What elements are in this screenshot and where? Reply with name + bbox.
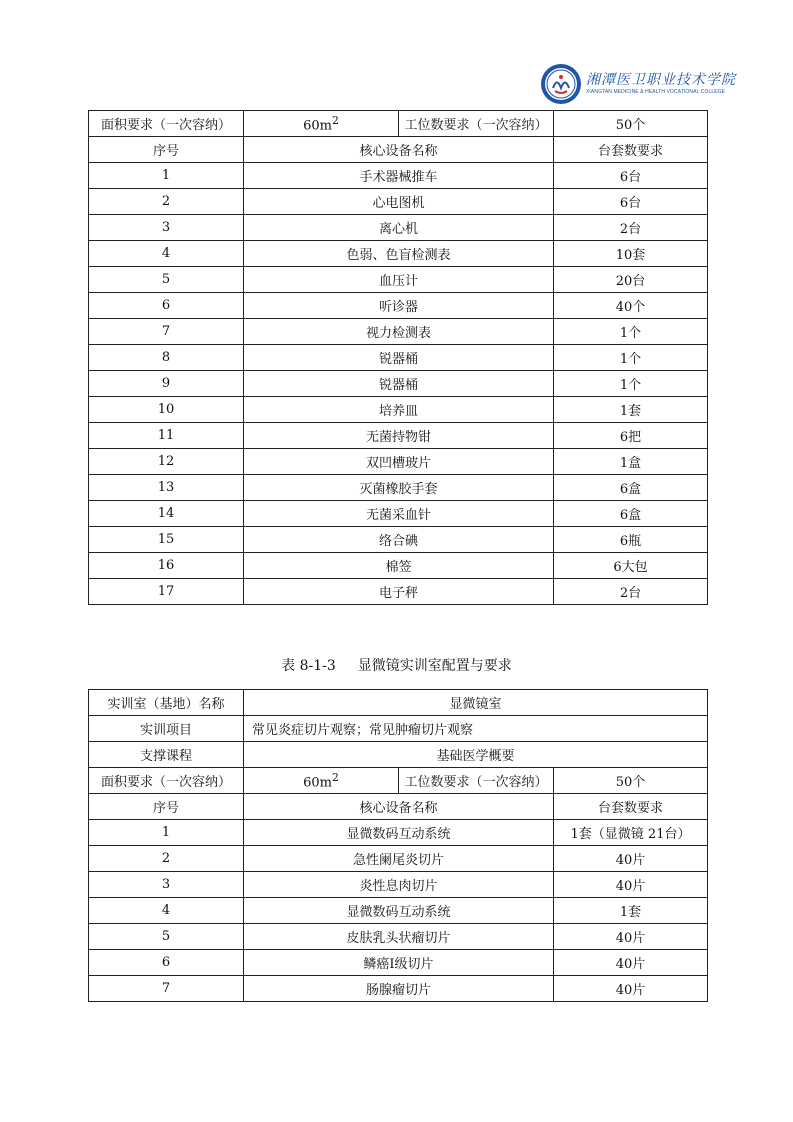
row-number: 16 — [89, 553, 244, 579]
course-row — [89, 742, 708, 768]
row-number: 14 — [89, 501, 244, 527]
area-value: $60m^2$ — [244, 768, 399, 794]
logo-chinese-name: 湘潭医卫职业技术学院 — [586, 72, 736, 88]
table-row — [89, 846, 708, 872]
equipment-name: 炎性息肉切片 — [244, 872, 554, 898]
table-row — [89, 950, 708, 976]
caption-title: 显微镜实训室配置与要求 — [357, 658, 512, 674]
equipment-quantity: 10套 — [554, 241, 708, 267]
row-number: 13 — [89, 475, 244, 501]
area-label: 面积要求（一次容纳） — [89, 111, 244, 137]
equipment-name: 听诊器 — [244, 293, 554, 319]
row-number: 4 — [89, 241, 244, 267]
college-logo — [540, 62, 736, 106]
equipment-quantity: 6瓶 — [554, 527, 708, 553]
table-row — [89, 924, 708, 950]
table-row — [89, 241, 708, 267]
equipment-name: 显微数码互动系统 — [244, 820, 554, 846]
row-number: 6 — [89, 950, 244, 976]
equipment-name: 急性阑尾炎切片 — [244, 846, 554, 872]
table-row — [89, 872, 708, 898]
project-row — [89, 716, 708, 742]
equipment-quantity: 6盒 — [554, 501, 708, 527]
table-row — [89, 898, 708, 924]
equipment-name: 血压计 — [244, 267, 554, 293]
table-row — [89, 423, 708, 449]
equipment-name: 心电图机 — [244, 189, 554, 215]
row-number: 9 — [89, 371, 244, 397]
table-row — [89, 553, 708, 579]
equipment-quantity: 40个 — [554, 293, 708, 319]
equipment-name: 棉签 — [244, 553, 554, 579]
project-value: 常见炎症切片观察；常见肿瘤切片观察 — [244, 716, 708, 742]
room-label: 实训室（基地）名称 — [89, 690, 244, 716]
area-label: 面积要求（一次容纳） — [89, 768, 244, 794]
table-row — [89, 371, 708, 397]
equipment-quantity: 6大包 — [554, 553, 708, 579]
equipment-quantity: 6把 — [554, 423, 708, 449]
equipment-quantity: 1套 — [554, 397, 708, 423]
equipment-name: 灭菌橡胶手套 — [244, 475, 554, 501]
area-row — [89, 111, 708, 137]
equipment-name: 电子秤 — [244, 579, 554, 605]
row-number: 11 — [89, 423, 244, 449]
header-row — [89, 794, 708, 820]
table-row — [89, 397, 708, 423]
equipment-quantity: 6台 — [554, 189, 708, 215]
equipment-name: 络合碘 — [244, 527, 554, 553]
project-label: 实训项目 — [89, 716, 244, 742]
stations-label: 工位数要求（一次容纳） — [399, 768, 554, 794]
row-number: 15 — [89, 527, 244, 553]
equipment-name: 显微数码互动系统 — [244, 898, 554, 924]
area-value: $60m^2$ — [244, 111, 399, 137]
equipment-quantity: 40片 — [554, 976, 708, 1002]
equipment-quantity: 40片 — [554, 950, 708, 976]
col-header-qty: 台套数要求 — [554, 794, 708, 820]
col-header-no: 序号 — [89, 794, 244, 820]
equipment-name: 皮肤乳头状瘤切片 — [244, 924, 554, 950]
stations-value: 50个 — [554, 768, 708, 794]
row-number: 10 — [89, 397, 244, 423]
row-number: 12 — [89, 449, 244, 475]
row-number: 2 — [89, 846, 244, 872]
table-row — [89, 163, 708, 189]
equipment-quantity: 1个 — [554, 319, 708, 345]
row-number: 7 — [89, 976, 244, 1002]
area-row — [89, 768, 708, 794]
col-header-name: 核心设备名称 — [244, 137, 554, 163]
row-number: 8 — [89, 345, 244, 371]
row-number: 2 — [89, 189, 244, 215]
equipment-name: 手术器械推车 — [244, 163, 554, 189]
row-number: 3 — [89, 872, 244, 898]
table-row — [89, 293, 708, 319]
table-row — [89, 345, 708, 371]
equipment-quantity: 1个 — [554, 345, 708, 371]
header-row — [89, 137, 708, 163]
equipment-name: 无菌持物钳 — [244, 423, 554, 449]
table-row — [89, 267, 708, 293]
col-header-qty: 台套数要求 — [554, 137, 708, 163]
row-number: 4 — [89, 898, 244, 924]
equipment-name: 视力检测表 — [244, 319, 554, 345]
equipment-table-1 — [88, 110, 708, 605]
equipment-name: 锐器桶 — [244, 371, 554, 397]
stations-label: 工位数要求（一次容纳） — [399, 111, 554, 137]
stations-value: 50个 — [554, 111, 708, 137]
equipment-table-2 — [88, 689, 708, 1002]
row-number: 1 — [89, 820, 244, 846]
equipment-name: 鳞癌Ⅰ级切片 — [244, 950, 554, 976]
row-number: 1 — [89, 163, 244, 189]
equipment-quantity: 6台 — [554, 163, 708, 189]
caption-number: 表 8-1-3 — [281, 658, 336, 674]
equipment-name: 肠腺瘤切片 — [244, 976, 554, 1002]
row-number: 3 — [89, 215, 244, 241]
col-header-name: 核心设备名称 — [244, 794, 554, 820]
row-number: 6 — [89, 293, 244, 319]
course-label: 支撑课程 — [89, 742, 244, 768]
room-value: 显微镜室 — [244, 690, 708, 716]
course-value: 基础医学概要 — [244, 742, 708, 768]
row-number: 7 — [89, 319, 244, 345]
table-row — [89, 501, 708, 527]
equipment-name: 离心机 — [244, 215, 554, 241]
room-row — [89, 690, 708, 716]
equipment-name: 双凹槽玻片 — [244, 449, 554, 475]
equipment-quantity: 6盒 — [554, 475, 708, 501]
equipment-quantity: 40片 — [554, 846, 708, 872]
equipment-quantity: 2台 — [554, 579, 708, 605]
equipment-quantity: 2台 — [554, 215, 708, 241]
logo-english-name: XIANGTAN MEDICINE & HEALTH VOCATIONAL COLLEGE — [586, 89, 726, 95]
table-row — [89, 215, 708, 241]
table-row — [89, 319, 708, 345]
equipment-quantity: 40片 — [554, 872, 708, 898]
row-number: 5 — [89, 267, 244, 293]
equipment-quantity: 40片 — [554, 924, 708, 950]
equipment-quantity: 1套 — [554, 898, 708, 924]
row-number: 5 — [89, 924, 244, 950]
equipment-name: 锐器桶 — [244, 345, 554, 371]
table-caption — [0, 655, 793, 675]
equipment-name: 培养皿 — [244, 397, 554, 423]
equipment-quantity: 20台 — [554, 267, 708, 293]
table-row — [89, 820, 708, 846]
table-row — [89, 579, 708, 605]
college-emblem-icon — [540, 63, 582, 105]
table-row — [89, 475, 708, 501]
table-row — [89, 976, 708, 1002]
table-row — [89, 449, 708, 475]
col-header-no: 序号 — [89, 137, 244, 163]
table-row — [89, 527, 708, 553]
equipment-quantity: 1盒 — [554, 449, 708, 475]
equipment-quantity: 1套（显微镜 21台） — [554, 820, 708, 846]
row-number: 17 — [89, 579, 244, 605]
equipment-quantity: 1个 — [554, 371, 708, 397]
equipment-name: 色弱、色盲检测表 — [244, 241, 554, 267]
equipment-name: 无菌采血针 — [244, 501, 554, 527]
table-row — [89, 189, 708, 215]
